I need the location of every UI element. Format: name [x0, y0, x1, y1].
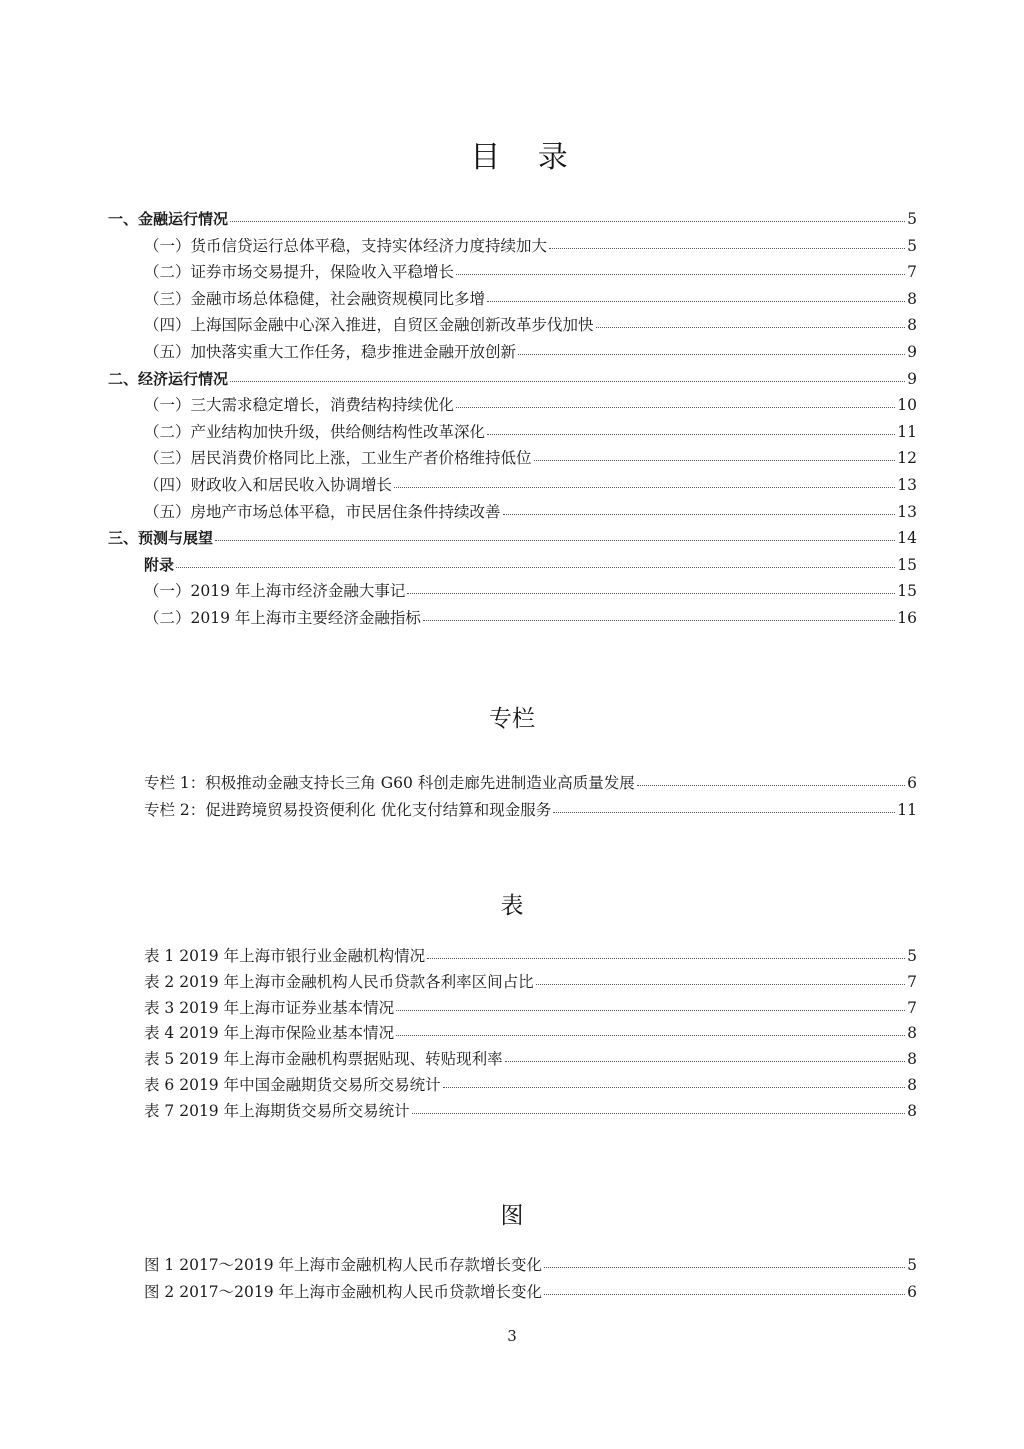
- toc-subsection-label: （二）证券市场交易提升，保险收入平稳增长: [144, 263, 455, 281]
- toc-subsection-page-number: 5: [907, 237, 917, 255]
- table-entry-label: 表 4 2019 年上海市保险业基本情况: [144, 1024, 395, 1042]
- column-entry-page-number: 11: [897, 801, 917, 819]
- toc-section[interactable]: [108, 207, 917, 229]
- dot-leader: [544, 1251, 905, 1268]
- toc-subsection-page-number: 9: [907, 343, 917, 361]
- toc-subsection-label: （四）上海国际金融中心深入推进，自贸区金融创新改革步伐加快: [144, 316, 594, 334]
- figure-entry-page-number: 6: [907, 1283, 917, 1301]
- toc-subsection[interactable]: [144, 606, 917, 628]
- dot-leader: [505, 1045, 905, 1062]
- table-entry[interactable]: [144, 1047, 917, 1069]
- table-entry-page-number: 8: [907, 1102, 917, 1120]
- toc-subsection[interactable]: [144, 500, 917, 522]
- dot-leader: [487, 418, 895, 435]
- columns-section-title: 专栏: [489, 706, 535, 732]
- dot-leader: [443, 1071, 905, 1088]
- toc-section-page-number: 14: [897, 529, 917, 547]
- toc-subsection-label: （二）2019 年上海市主要经济金融指标: [144, 609, 421, 627]
- dot-leader: [396, 994, 905, 1011]
- dot-leader: [487, 285, 905, 302]
- column-entry[interactable]: [144, 798, 917, 820]
- toc-subsection-label: （五）加快落实重大工作任务，稳步推进金融开放创新: [144, 343, 517, 361]
- toc-subsection-page-number: 10: [897, 396, 917, 414]
- toc-section-page-number: 5: [907, 210, 917, 228]
- figure-entry-label: 图 2 2017～2019 年上海市金融机构人民币贷款增长变化: [144, 1283, 543, 1301]
- toc-section-page-number: 9: [907, 370, 917, 388]
- table-entry-label: 表 7 2019 年上海期货交易所交易统计: [144, 1102, 410, 1120]
- toc-subsection-page-number: 8: [907, 290, 917, 308]
- dot-leader: [518, 338, 905, 355]
- toc-subsection-page-number: 8: [907, 316, 917, 334]
- toc-subsection[interactable]: [144, 446, 917, 468]
- toc-subsection-label: （一）三大需求稳定增长，消费结构持续优化: [144, 396, 455, 414]
- figure-entry[interactable]: [144, 1253, 917, 1275]
- dot-leader: [549, 232, 905, 249]
- tables-section-title: 表: [500, 893, 524, 919]
- table-entry-label: 表 1 2019 年上海市银行业金融机构情况: [144, 947, 426, 965]
- dot-leader: [396, 1019, 905, 1036]
- dot-leader: [534, 444, 896, 461]
- toc-subsection-label: （一）2019 年上海市经济金融大事记: [144, 582, 406, 600]
- dot-leader: [427, 942, 905, 959]
- toc-subsection-page-number: 7: [907, 263, 917, 281]
- dot-leader: [536, 968, 905, 985]
- figures-section-title: 图: [500, 1203, 524, 1229]
- toc-subsection-page-number: 13: [897, 476, 917, 494]
- toc-subsection-page-number: 13: [897, 503, 917, 521]
- page-number: 3: [507, 1327, 517, 1345]
- table-entry-page-number: 5: [907, 947, 917, 965]
- table-entry[interactable]: [144, 970, 917, 992]
- dot-leader: [553, 796, 895, 813]
- toc-subsection[interactable]: [144, 287, 917, 309]
- dot-leader: [456, 391, 895, 408]
- toc-section-label: 附录: [144, 556, 175, 574]
- toc-subsection-page-number: 16: [897, 609, 917, 627]
- dot-leader: [503, 498, 896, 515]
- table-entry-label: 表 2 2019 年上海市金融机构人民币贷款各利率区间占比: [144, 973, 534, 991]
- table-entry-page-number: 7: [907, 973, 917, 991]
- dot-leader: [412, 1097, 905, 1114]
- toc-subsection-label: （三）居民消费价格同比上涨，工业生产者价格维持低位: [144, 449, 532, 467]
- table-entry-page-number: 8: [907, 1024, 917, 1042]
- toc-section-label: 三、预测与展望: [108, 529, 214, 547]
- toc-section[interactable]: [108, 526, 917, 548]
- toc-subsection[interactable]: [144, 420, 917, 442]
- column-entry-label: 专栏 1：积极推动金融支持长三角 G60 科创走廊先进制造业高质量发展: [144, 774, 635, 792]
- toc-subsection-label: （二）产业结构加快升级，供给侧结构性改革深化: [144, 423, 486, 441]
- toc-section[interactable]: [108, 367, 917, 389]
- toc-subsection[interactable]: [144, 473, 917, 495]
- toc-subsection-label: （三）金融市场总体稳健，社会融资规模同比多增: [144, 290, 486, 308]
- toc-subsection[interactable]: [144, 340, 917, 362]
- toc-subsection[interactable]: [144, 579, 917, 601]
- toc-subsection-label: （五）房地产市场总体平稳，市民居住条件持续改善: [144, 503, 501, 521]
- page-title: 目 录: [470, 140, 582, 175]
- dot-leader: [230, 205, 905, 222]
- toc-subsection[interactable]: [144, 313, 917, 335]
- toc-subsection-label: （一）货币信贷运行总体平稳，支持实体经济力度持续加大: [144, 237, 548, 255]
- table-entry[interactable]: [144, 1099, 917, 1121]
- toc-section-label: 一、金融运行情况: [108, 210, 229, 228]
- dot-leader: [407, 577, 895, 594]
- toc-subsection[interactable]: [144, 393, 917, 415]
- toc-subsection-page-number: 11: [897, 423, 917, 441]
- column-entry[interactable]: [144, 771, 917, 793]
- toc-section[interactable]: [144, 553, 917, 575]
- dot-leader: [215, 524, 895, 541]
- dot-leader: [394, 471, 895, 488]
- table-entry[interactable]: [144, 1021, 917, 1043]
- toc-subsection[interactable]: [144, 234, 917, 256]
- table-entry-page-number: 7: [907, 999, 917, 1017]
- table-entry[interactable]: [144, 996, 917, 1018]
- dot-leader: [230, 365, 905, 382]
- column-entry-page-number: 6: [907, 774, 917, 792]
- dot-leader: [176, 551, 895, 568]
- column-entry-label: 专栏 2：促进跨境贸易投资便利化 优化支付结算和现金服务: [144, 801, 552, 819]
- dot-leader: [423, 604, 895, 621]
- table-entry[interactable]: [144, 944, 917, 966]
- table-entry-page-number: 8: [907, 1076, 917, 1094]
- toc-subsection-page-number: 12: [897, 449, 917, 467]
- table-entry-label: 表 5 2019 年上海市金融机构票据贴现、转贴现利率: [144, 1050, 503, 1068]
- dot-leader: [596, 311, 905, 328]
- table-entry-page-number: 8: [907, 1050, 917, 1068]
- table-entry-label: 表 6 2019 年中国金融期货交易所交易统计: [144, 1076, 441, 1094]
- toc-subsection[interactable]: [144, 260, 917, 282]
- dot-leader: [544, 1278, 905, 1295]
- toc-section-label: 二、经济运行情况: [108, 370, 229, 388]
- dot-leader: [637, 769, 905, 786]
- figure-entry[interactable]: [144, 1280, 917, 1302]
- table-entry-label: 表 3 2019 年上海市证券业基本情况: [144, 999, 395, 1017]
- toc-subsection-page-number: 15: [897, 582, 917, 600]
- dot-leader: [456, 258, 905, 275]
- toc-section-page-number: 15: [897, 556, 917, 574]
- figure-entry-page-number: 5: [907, 1256, 917, 1274]
- table-entry[interactable]: [144, 1073, 917, 1095]
- figure-entry-label: 图 1 2017～2019 年上海市金融机构人民币存款增长变化: [144, 1256, 543, 1274]
- toc-subsection-label: （四）财政收入和居民收入协调增长: [144, 476, 393, 494]
